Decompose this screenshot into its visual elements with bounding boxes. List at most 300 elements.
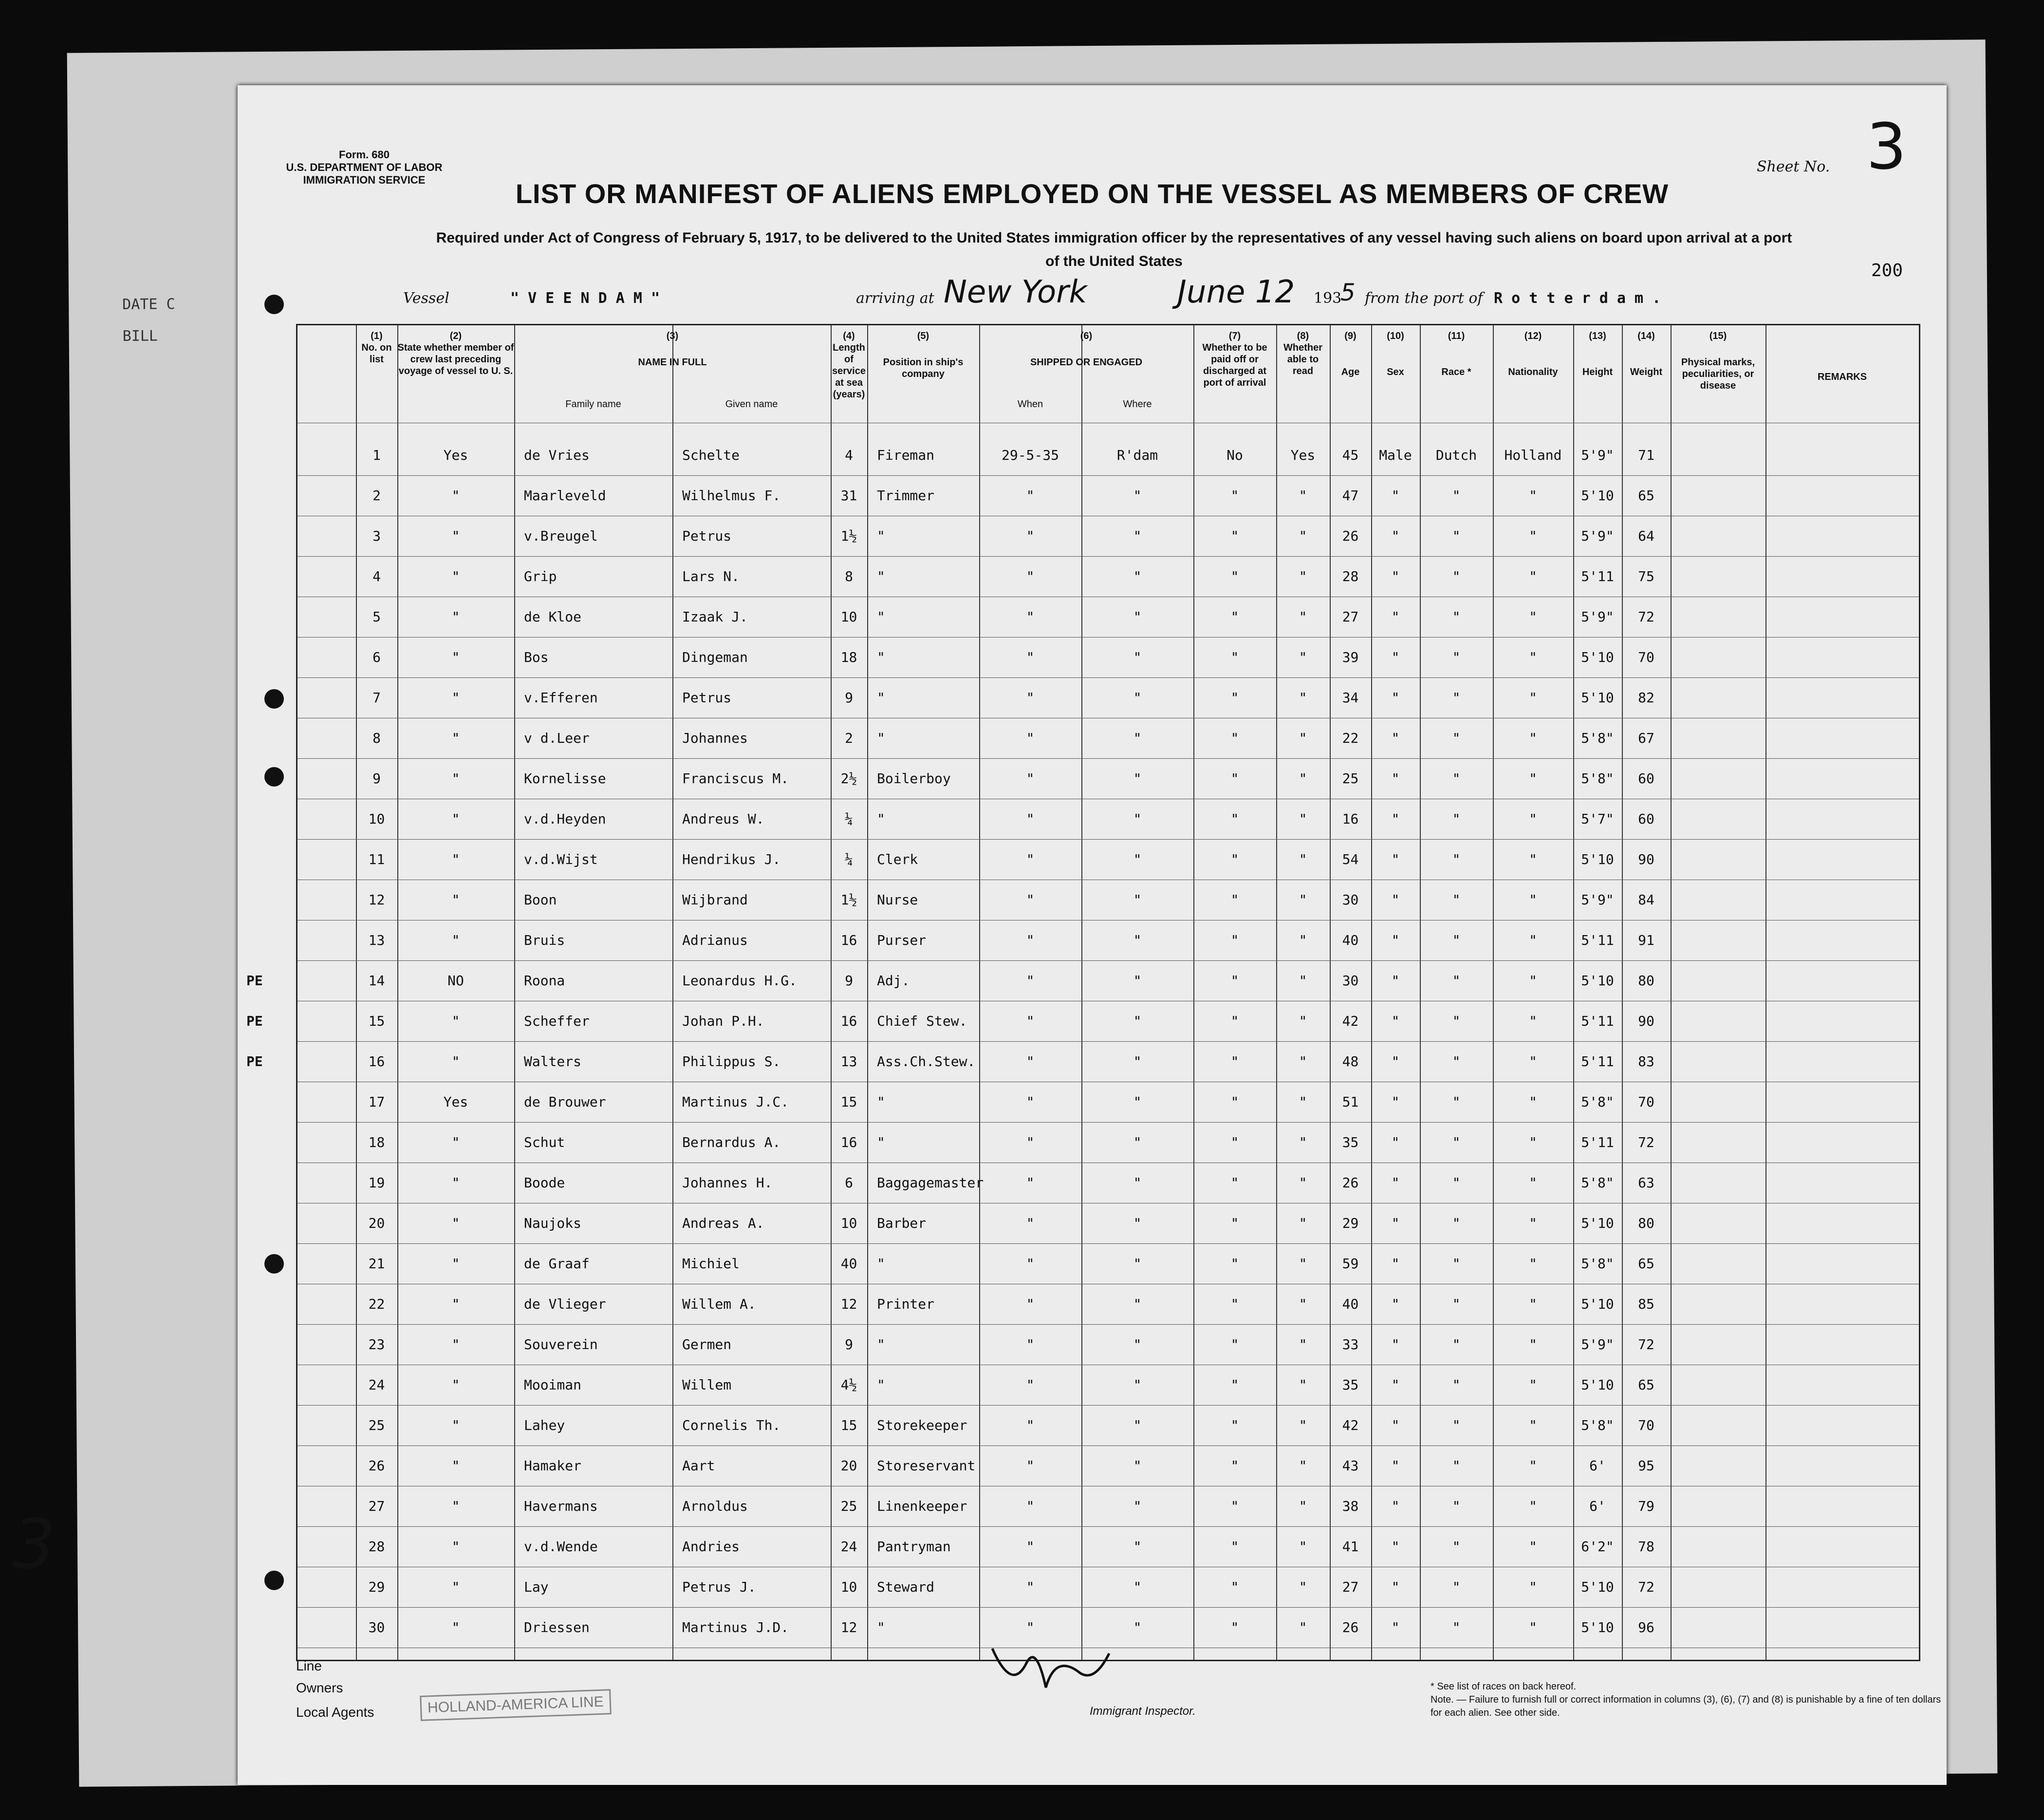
table-row [297, 1246, 1919, 1284]
cell-weight: 70 [1638, 649, 1654, 665]
cell-sex: " [1391, 1539, 1400, 1555]
cell-nationality: " [1529, 770, 1537, 787]
punch-hole [264, 1571, 284, 1590]
row-rule [297, 839, 1919, 840]
cell-when: " [1026, 1175, 1035, 1191]
cell-nationality: " [1529, 649, 1537, 665]
footnotes [1431, 1680, 1942, 1720]
cell-read: " [1299, 1336, 1307, 1352]
cell-no: 6 [372, 649, 381, 665]
cell-sex: " [1391, 730, 1400, 746]
table-row [297, 1407, 1919, 1445]
cell-sex: " [1391, 1336, 1400, 1352]
table-row [297, 1165, 1919, 1203]
cell-sex: " [1391, 1579, 1400, 1595]
row-rule [297, 1324, 1919, 1325]
cell-weight: 70 [1638, 1094, 1654, 1110]
sheet-number: 3 [1866, 110, 1907, 184]
cell-read: " [1299, 1053, 1307, 1069]
service-name: IMMIGRATION SERVICE [303, 174, 426, 186]
cell-position: Barber [877, 1215, 927, 1231]
given-name-header: Given name [725, 399, 778, 410]
col-6-header: (6) SHIPPED OR ENGAGED [1030, 331, 1143, 368]
cell-no: 25 [368, 1417, 385, 1433]
cell-race: " [1452, 1175, 1461, 1191]
cell-nationality: " [1529, 932, 1537, 948]
manifest-table [246, 324, 1920, 1661]
cell-age: 22 [1342, 730, 1359, 746]
cell-position: Trimmer [877, 488, 935, 504]
cell-no: 14 [368, 973, 385, 989]
cell-paid: " [1230, 1053, 1239, 1069]
cell-sex: " [1391, 528, 1400, 544]
cell-paid: " [1230, 690, 1239, 706]
cell-where: " [1133, 1256, 1142, 1272]
cell-given: Wijbrand [682, 892, 748, 908]
cell-nationality: " [1529, 1377, 1537, 1393]
table-row [297, 761, 1919, 799]
cell-read: " [1299, 1256, 1307, 1272]
cell-where: " [1133, 1134, 1142, 1150]
cell-paid: " [1230, 811, 1239, 827]
cell-prev: " [451, 1053, 460, 1069]
cell-no: 18 [368, 1134, 385, 1150]
cell-when: " [1026, 1539, 1035, 1555]
cell-race: " [1452, 528, 1461, 544]
cell-where: " [1133, 1417, 1142, 1433]
punch-hole [264, 1254, 284, 1274]
cell-no: 7 [372, 690, 381, 706]
cell-given: Johannes H. [682, 1175, 773, 1191]
cell-prev: " [451, 488, 460, 504]
cell-service: 10 [840, 1579, 857, 1595]
cell-paid: " [1230, 568, 1239, 584]
cell-paid: " [1230, 1175, 1239, 1191]
cell-race: " [1452, 1417, 1461, 1433]
cell-race: " [1452, 649, 1461, 665]
cell-prev: " [451, 770, 460, 787]
cell-read: " [1299, 690, 1307, 706]
cell-service: 16 [840, 1134, 857, 1150]
cell-family: Maarleveld [524, 488, 606, 504]
cell-prev: " [451, 730, 460, 746]
cell-prev: " [451, 1377, 460, 1393]
row-rule [297, 1122, 1919, 1123]
cell-paid: " [1230, 1619, 1239, 1635]
cell-weight: 65 [1638, 488, 1654, 504]
cell-weight: 70 [1638, 1417, 1654, 1433]
cell-race: " [1452, 1094, 1461, 1110]
cell-service: 15 [840, 1417, 857, 1433]
cell-height: 6' [1589, 1458, 1606, 1474]
cell-no: 12 [368, 892, 385, 908]
cell-service: 9 [845, 690, 853, 706]
cell-age: 39 [1342, 649, 1359, 665]
remarks-header: REMARKS [1817, 372, 1867, 382]
cell-family: Grip [524, 568, 557, 584]
cell-where: " [1133, 892, 1142, 908]
cell-position: Purser [877, 932, 927, 948]
cell-paid: " [1230, 1579, 1239, 1595]
cell-given: Martinus J.C. [682, 1094, 789, 1110]
cell-height: 5'11 [1581, 1013, 1614, 1029]
inspector-label: Immigrant Inspector. [1090, 1705, 1196, 1718]
cell-sex: " [1391, 1256, 1400, 1272]
cell-race: " [1452, 932, 1461, 948]
table-row [297, 922, 1919, 960]
cell-when: " [1026, 730, 1035, 746]
cell-prev: " [451, 1417, 460, 1433]
cell-age: 30 [1342, 973, 1359, 989]
cell-weight: 60 [1638, 770, 1654, 787]
cell-weight: 63 [1638, 1175, 1654, 1191]
cell-when: " [1026, 1619, 1035, 1635]
cell-service: 24 [840, 1539, 857, 1555]
cell-given: Lars N. [682, 568, 740, 584]
cell-read: " [1299, 1498, 1307, 1514]
cell-when: " [1026, 1256, 1035, 1272]
col-10-header: (10) Sex [1387, 331, 1404, 377]
cell-no: 23 [368, 1336, 385, 1352]
cell-paid: " [1230, 1498, 1239, 1514]
cell-where: R'dam [1116, 447, 1158, 463]
cell-height: 5'10 [1581, 1215, 1614, 1231]
cell-family: Boon [524, 892, 557, 908]
cell-prev: " [451, 1498, 460, 1514]
cell-when: " [1026, 851, 1035, 867]
cell-given: Petrus [682, 690, 732, 706]
table-row [297, 882, 1919, 920]
cell-weight: 72 [1638, 1134, 1654, 1150]
table-row [297, 1125, 1919, 1163]
cell-where: " [1133, 690, 1142, 706]
cell-when: " [1026, 1458, 1035, 1474]
table-row [297, 680, 1919, 718]
cell-age: 35 [1342, 1377, 1359, 1393]
cell-height: 5'9" [1581, 609, 1614, 625]
cell-read: " [1299, 528, 1307, 544]
cell-position: " [877, 690, 885, 706]
manifest-sheet [238, 85, 1947, 1785]
cell-height: 5'9" [1581, 528, 1614, 544]
cell-no: 2 [372, 488, 381, 504]
cell-age: 48 [1342, 1053, 1359, 1069]
cell-position: Baggagemaster [877, 1175, 984, 1191]
cell-read: " [1299, 1619, 1307, 1635]
cell-race: " [1452, 609, 1461, 625]
cell-height: 5'10 [1581, 488, 1614, 504]
table-row [297, 1448, 1919, 1486]
cell-no: 29 [368, 1579, 385, 1595]
cell-paid: " [1230, 528, 1239, 544]
cell-nationality: " [1529, 892, 1537, 908]
cell-nationality: " [1529, 1417, 1537, 1433]
page-code: 200 [1871, 261, 1903, 281]
family-name-header: Family name [565, 399, 621, 410]
cell-when: " [1026, 649, 1035, 665]
cell-nationality: " [1529, 1053, 1537, 1069]
cell-sex: " [1391, 568, 1400, 584]
owners-label: Owners [296, 1680, 343, 1695]
cell-height: 5'11 [1581, 1053, 1614, 1069]
cell-read: " [1299, 609, 1307, 625]
cell-height: 5'10 [1581, 851, 1614, 867]
cell-service: 20 [840, 1458, 857, 1474]
cell-service: ¼ [845, 811, 853, 827]
cell-service: ¼ [845, 851, 853, 867]
subtitle-line-1: Required under Act of Congress of February 5, 1917, to be delivered to the United States immigration officer by the representatives of any vessel having such aliens on board upon arrival at a port [436, 230, 1792, 246]
footnote-races: * See list of races on back hereof. [1431, 1681, 1577, 1692]
cell-no: 26 [368, 1458, 385, 1474]
cell-sex: " [1391, 1296, 1400, 1312]
cell-prev: " [451, 1256, 460, 1272]
cell-given: Johan P.H. [682, 1013, 764, 1029]
cell-given: Adrianus [682, 932, 748, 948]
cell-service: 25 [840, 1498, 857, 1514]
cell-when: " [1026, 1336, 1035, 1352]
punch-hole [264, 689, 284, 709]
origin-port: R o t t e r d a m . [1494, 290, 1661, 307]
cell-no: 22 [368, 1296, 385, 1312]
cell-where: " [1133, 488, 1142, 504]
cell-weight: 90 [1638, 1013, 1654, 1029]
col-5-header: (5) Position in ship's company [883, 331, 964, 379]
cell-no: 3 [372, 528, 381, 544]
cell-race: " [1452, 811, 1461, 827]
cell-height: 5'8" [1581, 1094, 1614, 1110]
cell-height: 5'10 [1581, 649, 1614, 665]
cell-weight: 79 [1638, 1498, 1654, 1514]
cell-read: " [1299, 1579, 1307, 1595]
cell-age: 47 [1342, 488, 1359, 504]
cell-sex: " [1391, 932, 1400, 948]
cell-when: " [1026, 892, 1035, 908]
page-subtitle [306, 226, 1922, 273]
table-row [297, 720, 1919, 758]
cell-family: Walters [524, 1053, 582, 1069]
cell-service: 8 [845, 568, 853, 584]
cell-nationality: " [1529, 528, 1537, 544]
cell-prev: Yes [443, 1094, 468, 1110]
row-rule [297, 1445, 1919, 1446]
cell-weight: 75 [1638, 568, 1654, 584]
cell-height: 5'10 [1581, 1377, 1614, 1393]
arrival-date: June 12 [1177, 274, 1295, 310]
cell-given: Bernardus A. [682, 1134, 781, 1150]
cell-height: 5'8" [1581, 770, 1614, 787]
cell-prev: " [451, 1175, 460, 1191]
cell-weight: 72 [1638, 1579, 1654, 1595]
cell-age: 16 [1342, 811, 1359, 827]
cell-nationality: " [1529, 1619, 1537, 1635]
cell-height: 6'2" [1581, 1539, 1614, 1555]
cell-read: Yes [1290, 447, 1316, 463]
cell-position: Storeservant [877, 1458, 976, 1474]
cell-family: Naujoks [524, 1215, 582, 1231]
cell-race: " [1452, 1498, 1461, 1514]
cell-service: 2 [845, 730, 853, 746]
cell-prev: " [451, 1215, 460, 1231]
cell-read: " [1299, 1458, 1307, 1474]
cell-given: Hendrikus J. [682, 851, 781, 867]
cell-service: 1½ [840, 528, 857, 544]
cell-given: Philippus S. [682, 1053, 781, 1069]
col-7-header: (7) Whether to be paid off or discharged at port of arrival [1202, 331, 1267, 388]
cell-prev: " [451, 1458, 460, 1474]
cell-nationality: " [1529, 1094, 1537, 1110]
cell-age: 27 [1342, 609, 1359, 625]
cell-position: " [877, 609, 885, 625]
cell-sex: " [1391, 690, 1400, 706]
subtitle-line-2: of the United States [1045, 253, 1183, 269]
cell-age: 26 [1342, 1175, 1359, 1191]
cell-sex: " [1391, 1134, 1400, 1150]
cell-height: 5'11 [1581, 1134, 1614, 1150]
cell-no: 28 [368, 1539, 385, 1555]
cell-no: 15 [368, 1013, 385, 1029]
cell-read: " [1299, 973, 1307, 989]
cell-service: 12 [840, 1619, 857, 1635]
cell-height: 5'8" [1581, 1175, 1614, 1191]
cell-read: " [1299, 1377, 1307, 1393]
col-3-header: (3) NAME IN FULL [638, 331, 707, 368]
cell-where: " [1133, 730, 1142, 746]
cell-read: " [1299, 1175, 1307, 1191]
cell-paid: " [1230, 1215, 1239, 1231]
cell-given: Andreus W. [682, 811, 764, 827]
table-row [297, 478, 1919, 516]
cell-nationality: " [1529, 1296, 1537, 1312]
company-stamp: HOLLAND-AMERICA LINE [420, 1689, 611, 1721]
when-header: When [1017, 399, 1043, 410]
cell-service: 9 [845, 973, 853, 989]
cell-height: 5'8" [1581, 1417, 1614, 1433]
underlying-bill-label: BILL [122, 327, 158, 345]
cell-age: 42 [1342, 1013, 1359, 1029]
cell-weight: 72 [1638, 609, 1654, 625]
cell-race: " [1452, 1336, 1461, 1352]
cell-where: " [1133, 528, 1142, 544]
cell-when: " [1026, 1013, 1035, 1029]
cell-prev: Yes [443, 447, 468, 463]
agents-label: Local Agents [296, 1705, 374, 1720]
cell-when: " [1026, 690, 1035, 706]
cell-age: 27 [1342, 1579, 1359, 1595]
form-number: Form. 680 [339, 149, 390, 161]
cell-height: 5'10 [1581, 973, 1614, 989]
cell-read: " [1299, 932, 1307, 948]
cell-sex: Male [1379, 447, 1412, 463]
cell-prev: NO [447, 973, 464, 989]
table-row [297, 1286, 1919, 1324]
cell-race: " [1452, 973, 1461, 989]
line-label: Line [296, 1658, 322, 1673]
cell-nationality: " [1529, 1215, 1537, 1231]
table-row [297, 559, 1919, 597]
footnote-fine: Note. — Failure to furnish full or correct information in columns (3), (6), (7) and (8) is punishable by a fine of ten dollars for each alien. See other side. [1431, 1694, 1941, 1718]
cell-service: 18 [840, 649, 857, 665]
col-1-header: (1) No. on list [361, 331, 392, 365]
cell-where: " [1133, 649, 1142, 665]
inspector-signature [983, 1634, 1119, 1702]
cell-family: Mooiman [524, 1377, 582, 1393]
cell-nationality: " [1529, 730, 1537, 746]
cell-position: Nurse [877, 892, 918, 908]
cell-race: " [1452, 1053, 1461, 1069]
cell-position: Boilerboy [877, 770, 951, 787]
cell-nationality: " [1529, 973, 1537, 989]
cell-paid: " [1230, 1296, 1239, 1312]
cell-given: Schelte [682, 447, 740, 463]
cell-read: " [1299, 851, 1307, 867]
cell-weight: 64 [1638, 528, 1654, 544]
cell-age: 42 [1342, 1417, 1359, 1433]
cell-paid: " [1230, 1458, 1239, 1474]
cell-paid: " [1230, 851, 1239, 867]
row-rule [297, 1405, 1919, 1406]
row-rule [297, 556, 1919, 557]
cell-age: 29 [1342, 1215, 1359, 1231]
cell-position: " [877, 1256, 885, 1272]
cell-age: 28 [1342, 568, 1359, 584]
cell-race: " [1452, 770, 1461, 787]
cell-age: 25 [1342, 770, 1359, 787]
cell-when: " [1026, 568, 1035, 584]
vessel-name: " V E E N D A M " [510, 290, 660, 307]
cell-no: 13 [368, 932, 385, 948]
cell-position: " [877, 730, 885, 746]
cell-nationality: " [1529, 811, 1537, 827]
cell-family: v.d.Wende [524, 1539, 598, 1555]
cell-family: Bos [524, 649, 549, 665]
cell-paid: " [1230, 1336, 1239, 1352]
cell-nationality: " [1529, 1498, 1537, 1514]
table-row [297, 599, 1919, 637]
cell-read: " [1299, 488, 1307, 504]
cell-position: " [877, 1377, 885, 1393]
cell-sex: " [1391, 1053, 1400, 1069]
cell-sex: " [1391, 1377, 1400, 1393]
cell-service: 4 [845, 447, 853, 463]
cell-position: " [877, 1134, 885, 1150]
table-row [297, 1529, 1919, 1567]
cell-when: " [1026, 1053, 1035, 1069]
row-rule [297, 637, 1919, 638]
cell-service: 16 [840, 932, 857, 948]
cell-prev: " [451, 1579, 460, 1595]
cell-when: " [1026, 1296, 1035, 1312]
margin-number: 3 [12, 1505, 56, 1584]
col-13-header: (13) Height [1582, 331, 1613, 377]
cell-position: Chief Stew. [877, 1013, 967, 1029]
cell-race: " [1452, 488, 1461, 504]
col-14-header: (14) Weight [1630, 331, 1663, 377]
cell-age: 40 [1342, 932, 1359, 948]
cell-weight: 95 [1638, 1458, 1654, 1474]
cell-sex: " [1391, 973, 1400, 989]
department: U.S. DEPARTMENT OF LABOR [286, 161, 443, 173]
cell-nationality: " [1529, 1539, 1537, 1555]
cell-when: " [1026, 528, 1035, 544]
cell-when: " [1026, 811, 1035, 827]
cell-age: 45 [1342, 447, 1359, 463]
cell-no: 21 [368, 1256, 385, 1272]
col-9-header: (9) Age [1341, 331, 1360, 377]
cell-position: Linenkeeper [877, 1498, 967, 1514]
cell-race: " [1452, 1539, 1461, 1555]
table-row [297, 801, 1919, 839]
cell-position: " [877, 649, 885, 665]
